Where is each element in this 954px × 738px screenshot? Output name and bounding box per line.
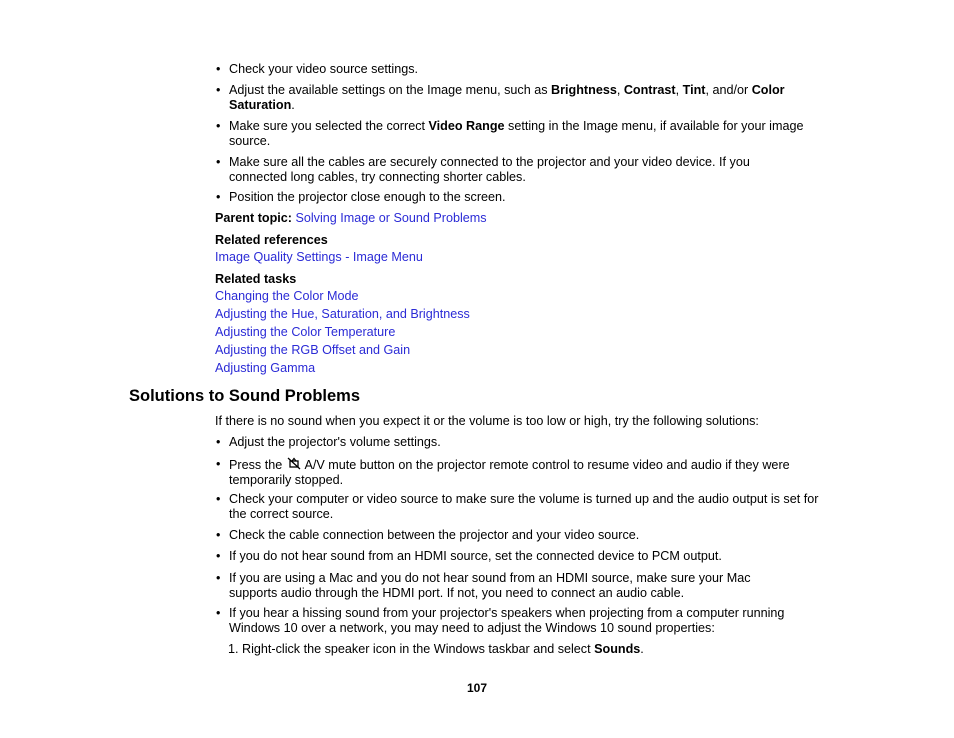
bullet-text xyxy=(229,155,789,185)
bold-term: Sounds xyxy=(594,642,641,656)
text-run: . xyxy=(640,642,644,656)
bullet-dot: • xyxy=(216,528,221,542)
text-run: If you hear a hissing sound from your projector's speakers when projecting from a computer running Windows 10 over a network, you may need to adjust the Windows 10 sound properties: xyxy=(229,606,785,635)
page-number: 107 xyxy=(466,681,488,695)
bullet-text xyxy=(229,435,829,450)
bullet-text xyxy=(229,549,829,564)
bullet-dot: • xyxy=(216,549,221,563)
related-task-link[interactable]: Adjusting the Hue, Saturation, and Brightness xyxy=(215,307,470,321)
related-task-link[interactable]: Adjusting Gamma xyxy=(215,361,316,375)
text-run: , xyxy=(616,83,624,97)
text-run: . xyxy=(291,98,295,112)
related-task-link[interactable]: Adjusting the RGB Offset and Gain xyxy=(215,343,411,357)
av-mute-icon xyxy=(287,457,301,470)
step-number: 1. xyxy=(228,642,239,656)
bold-term: Color Saturation xyxy=(229,83,785,112)
parent-topic-link[interactable]: Solving Image or Sound Problems xyxy=(295,211,487,225)
bullet-text xyxy=(229,119,804,149)
text-run: Make sure all the cables are securely connected to the projector and your video device. If you connected long cables, try connecting shorter cables. xyxy=(229,155,750,184)
bullet-dot: • xyxy=(216,62,221,76)
text-run: Press the xyxy=(229,458,286,472)
bullet-dot: • xyxy=(216,83,221,97)
bullet-text xyxy=(229,83,814,113)
bullet-text xyxy=(229,571,789,601)
numbered-step xyxy=(228,642,644,657)
bullet-text xyxy=(229,492,829,522)
parent-topic xyxy=(215,211,487,226)
related-reference-link[interactable]: Image Quality Settings - Image Menu xyxy=(215,250,423,264)
text-run: Check the cable connection between the projector and your video source. xyxy=(229,528,640,542)
text-run: If you do not hear sound from an HDMI source, set the connected device to PCM output. xyxy=(229,549,722,563)
related-tasks-label: Related tasks xyxy=(215,272,297,286)
text-run: , xyxy=(675,83,683,97)
bullet-dot: • xyxy=(216,492,221,506)
section-heading: Solutions to Sound Problems xyxy=(129,387,360,405)
intro-text: If there is no sound when you expect it or the volume is too low or high, try the following solutions: xyxy=(215,414,759,428)
related-task-link[interactable]: Adjusting the Color Temperature xyxy=(215,325,396,339)
bullet-dot: • xyxy=(216,155,221,169)
text-run: Check your computer or video source to make sure the volume is turned up and the audio output is set for the correct source. xyxy=(229,492,819,521)
bullet-text xyxy=(229,606,819,636)
related-task-link[interactable]: Changing the Color Mode xyxy=(215,289,359,303)
text-run: Make sure you selected the correct xyxy=(229,119,429,133)
bullet-text xyxy=(229,62,829,77)
bold-term: Tint xyxy=(682,83,706,97)
text-run: Right-click the speaker icon in the Windows taskbar and select xyxy=(242,642,595,656)
bullet-dot: • xyxy=(216,119,221,133)
text-run: Adjust the projector's volume settings. xyxy=(229,435,441,449)
text-run: Adjust the available settings on the Image menu, such as xyxy=(229,83,552,97)
parent-topic-label: Parent topic: xyxy=(215,211,292,225)
text-run: A/V mute button on the projector remote control to resume video and audio if they were temporarily stopped. xyxy=(229,458,790,487)
bullet-dot: • xyxy=(216,571,221,585)
bold-term: Video Range xyxy=(428,119,505,133)
related-references-label: Related references xyxy=(215,233,328,247)
text-run: setting in the Image menu, if available for your image source. xyxy=(229,119,804,148)
bullet-text xyxy=(229,457,814,488)
text-run: Position the projector close enough to the screen. xyxy=(229,190,506,204)
text-run: Check your video source settings. xyxy=(229,62,418,76)
step-text xyxy=(242,642,644,656)
text-run: If you are using a Mac and you do not hear sound from an HDMI source, make sure your Mac supports audio through the HDMI port. If not, you need to connect an audio cable. xyxy=(229,571,751,600)
bullet-text xyxy=(229,190,829,205)
bullet-dot: • xyxy=(216,606,221,620)
bullet-dot: • xyxy=(216,457,221,471)
bold-term: Contrast xyxy=(623,83,676,97)
bold-term: Brightness xyxy=(551,83,617,97)
bullet-dot: • xyxy=(216,435,221,449)
bullet-text xyxy=(229,528,829,543)
text-run: , and/or xyxy=(705,83,752,97)
bullet-dot: • xyxy=(216,190,221,204)
